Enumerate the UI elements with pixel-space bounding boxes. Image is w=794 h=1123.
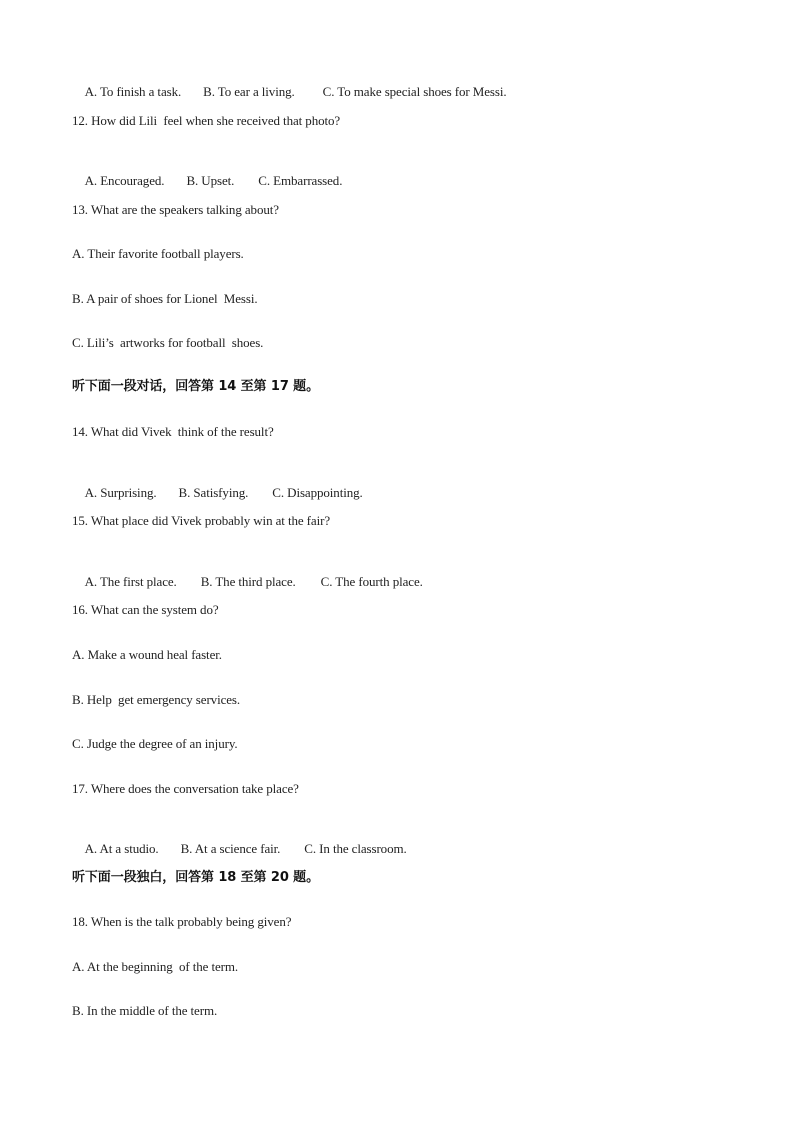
q15-options: [72, 558, 423, 606]
q11-options: [72, 68, 507, 116]
q17-options: [72, 825, 407, 873]
q13-option-b: B. A pair of shoes for Lionel Messi.: [72, 291, 258, 306]
q12-question: 12. How did Lili feel when she received that photo?: [72, 113, 341, 128]
q14-options: [72, 469, 363, 517]
q17-question: 17. Where does the conversation take place?: [72, 781, 299, 796]
q13-option-a: A. Their favorite football players.: [72, 246, 244, 261]
q15-option-b: B. The third place.: [200, 574, 296, 589]
section-heading-18-20: 听下面一段独白，回答第 18 至第 20 题。: [72, 870, 319, 885]
q15-question: 15. What place did Vivek probably win at the fair?: [72, 513, 330, 528]
q16-question: 16. What can the system do?: [72, 602, 219, 617]
q13-question: 13. What are the speakers talking about?: [72, 202, 279, 217]
q16-option-b: B. Help get emergency services.: [72, 692, 241, 707]
q17-option-a: A. At a studio.: [84, 841, 159, 856]
q11-option-b: B. To ear a living.: [203, 84, 295, 99]
q11-option-c: C. To make special shoes for Messi.: [322, 84, 507, 99]
q14-option-b: B. Satisfying.: [178, 485, 249, 500]
q18-option-a: A. At the beginning of the term.: [72, 959, 239, 974]
q11-option-a: A. To finish a task.: [84, 84, 182, 99]
q16-option-c: C. Judge the degree of an injury.: [72, 736, 238, 751]
q12-options: [72, 157, 342, 205]
q18-question: 18. When is the talk probably being given?: [72, 914, 292, 929]
section-heading-14-17: 听下面一段对话，回答第 14 至第 17 题。: [72, 379, 319, 394]
q15-option-c: C. The fourth place.: [320, 574, 423, 589]
q14-option-a: A. Surprising.: [84, 485, 157, 500]
q12-option-b: B. Upset.: [186, 173, 235, 188]
q18-option-b: B. In the middle of the term.: [72, 1003, 218, 1018]
q15-option-a: A. The first place.: [84, 574, 177, 589]
q16-option-a: A. Make a wound heal faster.: [72, 647, 222, 662]
q17-option-b: B. At a science fair.: [180, 841, 281, 856]
q14-question: 14. What did Vivek think of the result?: [72, 424, 274, 439]
q13-option-c: C. Lili’s artworks for football shoes.: [72, 335, 264, 350]
q14-option-c: C. Disappointing.: [272, 485, 363, 500]
q12-option-c: C. Embarrassed.: [258, 173, 343, 188]
q17-option-c: C. In the classroom.: [304, 841, 407, 856]
q12-option-a: A. Encouraged.: [84, 173, 165, 188]
